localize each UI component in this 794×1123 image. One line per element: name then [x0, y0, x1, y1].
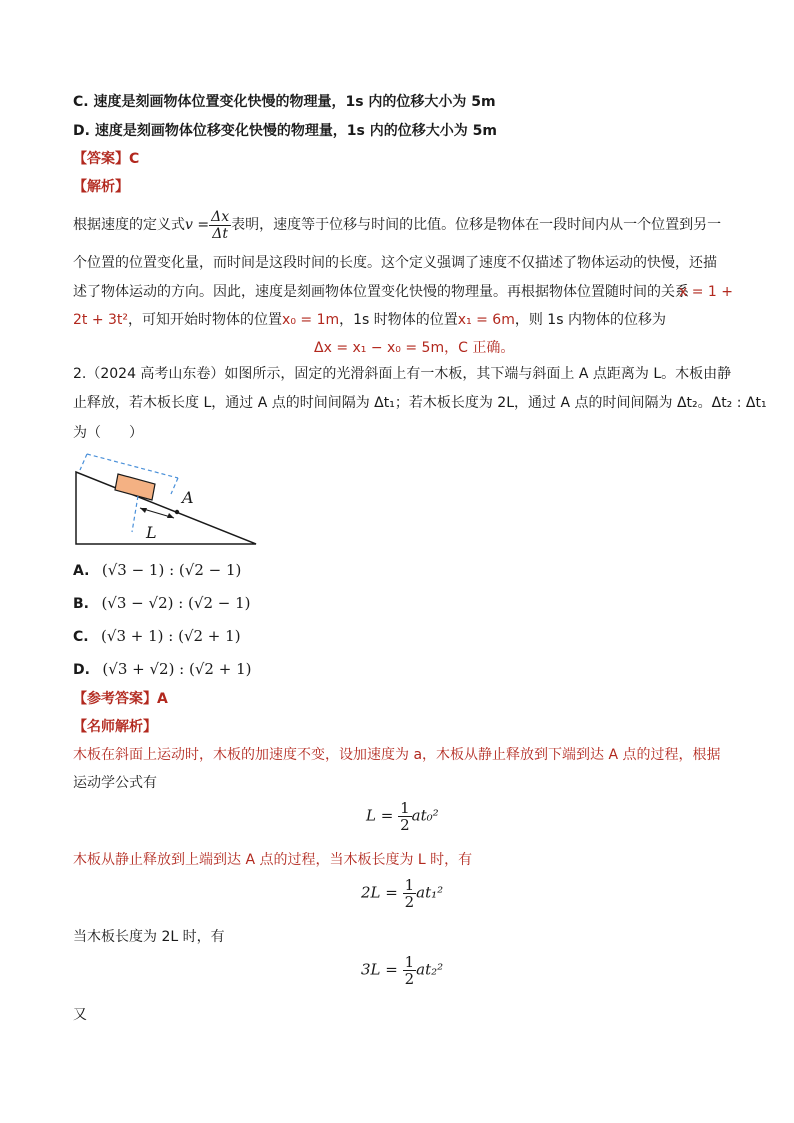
- eq-rhs: at₀²: [411, 806, 439, 825]
- analysis-line-4: [73, 310, 666, 330]
- option-label: B.: [73, 596, 89, 612]
- analysis-line-1: [73, 207, 721, 243]
- incline-triangle: [76, 472, 256, 544]
- ref-answer-value: A: [157, 691, 168, 707]
- explanation-line-4: 当木板长度为 2L 时，有: [73, 929, 225, 945]
- analysis-text: ，1s 时物体的位置: [339, 312, 458, 328]
- analysis-line-2: 个位置的位置变化量，而时间是这段时间的长度。这个定义强调了速度不仅描述了物体运动的快慢，还描: [73, 255, 717, 271]
- eq-num: 1: [404, 876, 415, 894]
- q2-line-2: 止释放，若木板长度 L，通过 A 点的时间间隔为 Δt₁；若木板长度为 2L，通过 A 点的时间间隔为 Δt₂。Δt₂ : Δt₁: [73, 395, 767, 411]
- analysis-text: 根据速度的定义式: [73, 217, 185, 233]
- eq-num: 1: [404, 953, 415, 971]
- eq-den: 2: [400, 816, 410, 834]
- position-at-1s: x₁ = 6m: [457, 312, 515, 328]
- analysis-line-3: [73, 282, 734, 302]
- velocity-fraction: [209, 209, 231, 242]
- option-label: A.: [73, 563, 90, 579]
- equation-3: [361, 954, 443, 987]
- eq-rhs: at₂²: [416, 960, 444, 979]
- answer-line: [73, 149, 139, 169]
- arrow-head-right: [167, 513, 174, 518]
- point-a-dot: [175, 510, 179, 514]
- dash-lower: [132, 496, 138, 532]
- answer-label: 【答案】: [73, 151, 129, 167]
- option-text: (√3 + 1) : (√2 + 1): [101, 627, 241, 645]
- displacement-result: Δx = x₁ − x₀ = 5m，C 正确。: [314, 340, 515, 356]
- eq-fraction: [403, 877, 417, 910]
- explanation-line-2: 运动学公式有: [73, 775, 157, 791]
- velocity-symbol: v =: [185, 217, 210, 233]
- explanation-line-5: 又: [73, 1007, 87, 1023]
- position-formula: x = 1 +: [679, 284, 734, 300]
- eq-fraction: [398, 800, 412, 833]
- option-label: C.: [73, 629, 89, 645]
- answer-value: C: [129, 151, 140, 167]
- arrow-head-left: [140, 508, 147, 513]
- incline-figure: [70, 448, 270, 552]
- analysis-text: ，可知开始时物体的位置: [128, 312, 283, 328]
- eq-lhs: 2L =: [361, 883, 398, 902]
- teacher-analysis-label: 【名师解析】: [73, 719, 157, 735]
- q2-line-1: 2.（2024 高考山东卷）如图所示，固定的光滑斜面上有一木板，其下端与斜面上 A 点距离为 L。木板由静: [73, 366, 732, 382]
- eq-lhs: L =: [366, 806, 394, 825]
- dash-right: [171, 478, 178, 494]
- position-formula-cont: 2t + 3t²: [73, 312, 129, 328]
- eq-den: 2: [404, 970, 415, 988]
- explanation-line-1: 木板在斜面上运动时，木板的加速度不变，设加速度为 a，木板从静止释放到下端到达 A 点的过程，根据: [73, 747, 721, 763]
- explanation-line-3: 木板从静止释放到上端到达 A 点的过程，当木板长度为 L 时，有: [73, 852, 473, 868]
- option-text: (√3 + √2) : (√2 + 1): [102, 660, 252, 678]
- analysis-text: ，则 1s 内物体的位移为: [514, 312, 666, 328]
- ref-answer-line: [73, 689, 168, 709]
- eq-fraction: [403, 954, 417, 987]
- option-text: (√3 − 1) : (√2 − 1): [101, 561, 242, 579]
- eq-num: 1: [400, 799, 410, 817]
- dash-left: [80, 454, 87, 470]
- option-c-text: C. 速度是刻画物体位置变化快慢的物理量，1s 内的位移大小为 5m: [73, 94, 496, 110]
- ref-answer-label: 【参考答案】: [73, 691, 157, 707]
- eq-lhs: 3L =: [361, 960, 398, 979]
- analysis-text: 述了物体运动的方向。因此，速度是刻画物体位置变化快慢的物理量。再根据物体位置随时间的关系: [73, 284, 689, 300]
- option-c[interactable]: [73, 626, 241, 647]
- option-d[interactable]: [73, 659, 251, 680]
- option-label: D.: [73, 662, 90, 678]
- length-l-label: L: [146, 523, 157, 542]
- q2-line-3: 为（ ）: [73, 425, 143, 441]
- option-b[interactable]: [73, 593, 251, 614]
- analysis-text: 表明，速度等于位移与时间的比值。位移是物体在一段时间内从一个位置到另一: [231, 217, 722, 233]
- option-d-text: D. 速度是刻画物体位移变化快慢的物理量，1s 内的位移大小为 5m: [73, 123, 497, 139]
- initial-position: x₀ = 1m: [282, 312, 340, 328]
- equation-1: [366, 800, 439, 833]
- option-text: (√3 − √2) : (√2 − 1): [101, 594, 251, 612]
- fraction-denominator: Δt: [212, 225, 228, 242]
- point-a-label: A: [182, 488, 194, 507]
- dash-top: [87, 454, 178, 478]
- equation-2: [361, 877, 443, 910]
- eq-rhs: at₁²: [416, 883, 444, 902]
- fraction-numerator: Δx: [211, 208, 230, 225]
- analysis-label: 【解析】: [73, 179, 129, 195]
- option-a[interactable]: [73, 560, 241, 581]
- eq-den: 2: [404, 893, 415, 911]
